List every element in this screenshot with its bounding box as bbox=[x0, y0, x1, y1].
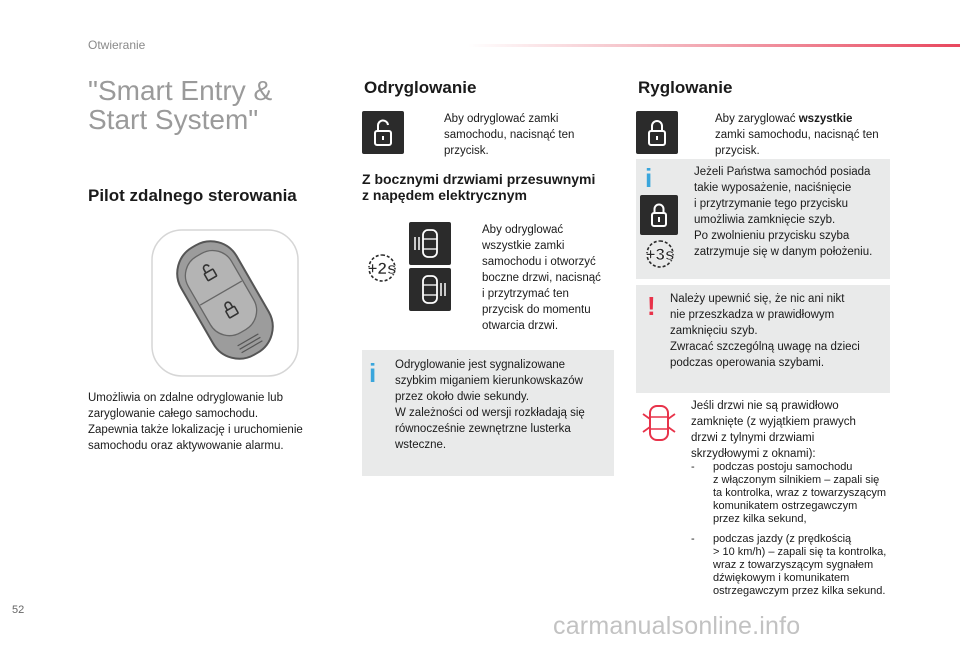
unlocking-heading: Odryglowanie bbox=[364, 78, 477, 97]
text-line: samochodu, nacisnąć ten bbox=[444, 129, 575, 141]
text-line: szybkim miganiem kierunkowskazów bbox=[395, 375, 583, 387]
text-line: dźwiękowym i komunikatem bbox=[713, 572, 850, 584]
heading-line: z napędem elektrycznym bbox=[362, 187, 527, 203]
text-line: samochodu i otworzyć bbox=[482, 256, 596, 268]
heading-line: Z bocznymi drzwiami przesuwnymi bbox=[362, 171, 596, 187]
text-line: przycisk do momentu bbox=[482, 304, 591, 316]
text-line: Umożliwia on zdalne odryglowanie lub bbox=[88, 392, 283, 404]
text-line: umożliwia zamknięcie szyb. bbox=[694, 214, 836, 226]
badge-text: +3s bbox=[645, 245, 675, 264]
unlock-button-icon bbox=[362, 111, 404, 154]
info-icon: i bbox=[369, 358, 377, 388]
slide-door-left-button-icon bbox=[409, 222, 451, 265]
watermark: carmanualsonline.info bbox=[553, 612, 801, 640]
text-fragment: Aby zaryglować bbox=[715, 113, 799, 125]
text-line: ostrzegawczym przez kilka sekund. bbox=[713, 585, 886, 597]
text-line: przycisk. bbox=[444, 145, 489, 157]
text-line: Odryglowanie jest sygnalizowane bbox=[395, 359, 566, 371]
text-line: Zwracać szczególną uwagę na dzieci bbox=[670, 341, 860, 353]
text-line: W zależności od wersji rozkładają się bbox=[395, 407, 585, 419]
text-line: skrzydłowymi z oknami): bbox=[691, 448, 816, 460]
text-line: boczne drzwi, nacisnąć bbox=[482, 272, 601, 284]
door-open-warning-icon bbox=[641, 402, 677, 444]
text-line: samochodu oraz aktywowanie alarmu. bbox=[88, 440, 284, 452]
text-line: i przytrzymanie tego przycisku bbox=[694, 198, 849, 210]
info-icon: i bbox=[645, 163, 653, 193]
info-text bbox=[395, 357, 610, 453]
text-line: Aby odryglować zamki bbox=[444, 113, 559, 125]
dash-marker: - bbox=[691, 533, 695, 545]
lock-button-icon bbox=[640, 195, 678, 235]
text-line: zamknięte (z wyjątkiem prawych bbox=[691, 416, 856, 428]
text-emphasis: wszystkie bbox=[798, 113, 853, 125]
text-line: Jeżeli Państwa samochód posiada bbox=[694, 166, 871, 178]
warning-box bbox=[636, 285, 890, 393]
sliding-door-heading bbox=[362, 171, 622, 203]
unlock-info-box bbox=[362, 350, 614, 476]
unlock-instruction bbox=[419, 111, 599, 159]
text-line: z włączonym silnikiem – zapali się bbox=[713, 474, 880, 486]
page-title-line1: "Smart Entry & bbox=[88, 75, 273, 106]
text-line: Po zwolnieniu przycisku szyba bbox=[694, 230, 850, 242]
text-line: zaryglowanie całego samochodu. bbox=[88, 408, 259, 420]
text-line: podczas postoju samochodu bbox=[713, 461, 853, 473]
text-line: równocześnie zewnętrzne lusterka bbox=[395, 423, 571, 435]
text-line: Zapewnia także lokalizację i uruchomienie bbox=[88, 424, 303, 436]
lock-button-icon bbox=[636, 111, 678, 154]
header-accent-bar bbox=[468, 44, 960, 47]
hold-2s-badge bbox=[360, 253, 404, 283]
text-line: i przytrzymać ten bbox=[482, 288, 569, 300]
page-title-line2: Start System" bbox=[88, 104, 259, 135]
text-line: otwarcia drzwi. bbox=[482, 320, 559, 332]
text-line: ta kontrolka, wraz z towarzyszącym bbox=[713, 487, 886, 499]
warning-text bbox=[670, 291, 886, 371]
text-line: Jeśli drzwi nie są prawidłowo bbox=[691, 400, 839, 412]
text-line: wszystkie zamki bbox=[482, 240, 565, 252]
key-fob-image bbox=[150, 228, 300, 378]
warning-icon: ! bbox=[647, 291, 656, 321]
lock-instruction bbox=[690, 111, 890, 159]
dash-marker: - bbox=[691, 461, 695, 473]
text-line: zamki samochodu, nacisnąć ten bbox=[715, 129, 879, 141]
text-line: podczas jazdy (z prędkością bbox=[713, 533, 852, 545]
text-line: przez kilka sekund, bbox=[713, 513, 807, 525]
text-line: przycisk. bbox=[715, 145, 760, 157]
door-warning-text bbox=[691, 398, 891, 462]
text-line: takie wyposażenie, naciśnięcie bbox=[694, 182, 852, 194]
sliding-door-instruction bbox=[457, 222, 627, 337]
remote-description bbox=[88, 390, 348, 454]
text-line: podczas operowania szybami. bbox=[670, 357, 825, 369]
text-line: zatrzymuje się w danym położeniu. bbox=[694, 246, 873, 258]
door-warning-item bbox=[691, 461, 896, 529]
text-line: wsteczne. bbox=[395, 439, 447, 451]
text-line: drzwi z tylnymi drzwiami bbox=[691, 432, 815, 444]
text-line: nie przeszkadza w prawidłowym bbox=[670, 309, 835, 321]
info-text bbox=[694, 164, 886, 260]
text-line: Należy upewnić się, że nic ani nikt bbox=[670, 293, 845, 305]
window-info-box bbox=[636, 159, 890, 279]
text-line: zamknięciu szyb. bbox=[670, 325, 758, 337]
section-label: Otwieranie bbox=[88, 38, 146, 52]
locking-heading: Ryglowanie bbox=[638, 78, 733, 97]
door-warning-item bbox=[691, 533, 896, 601]
text-line: komunikatem ostrzegawczym bbox=[713, 500, 858, 512]
text-line: przez około dwie sekundy. bbox=[395, 391, 530, 403]
text-line: > 10 km/h) – zapali się ta kontrolka, bbox=[713, 546, 887, 558]
badge-text: +2s bbox=[367, 259, 397, 278]
hold-3s-badge bbox=[638, 239, 682, 269]
text-line: wraz z towarzyszącym sygnałem bbox=[713, 559, 874, 571]
remote-heading: Pilot zdalnego sterowania bbox=[88, 186, 297, 205]
page-number: 52 bbox=[12, 604, 25, 616]
text-line bbox=[715, 111, 879, 127]
page-title bbox=[88, 76, 272, 134]
text-line: Aby odryglować bbox=[482, 224, 564, 236]
slide-door-right-button-icon bbox=[409, 268, 451, 311]
